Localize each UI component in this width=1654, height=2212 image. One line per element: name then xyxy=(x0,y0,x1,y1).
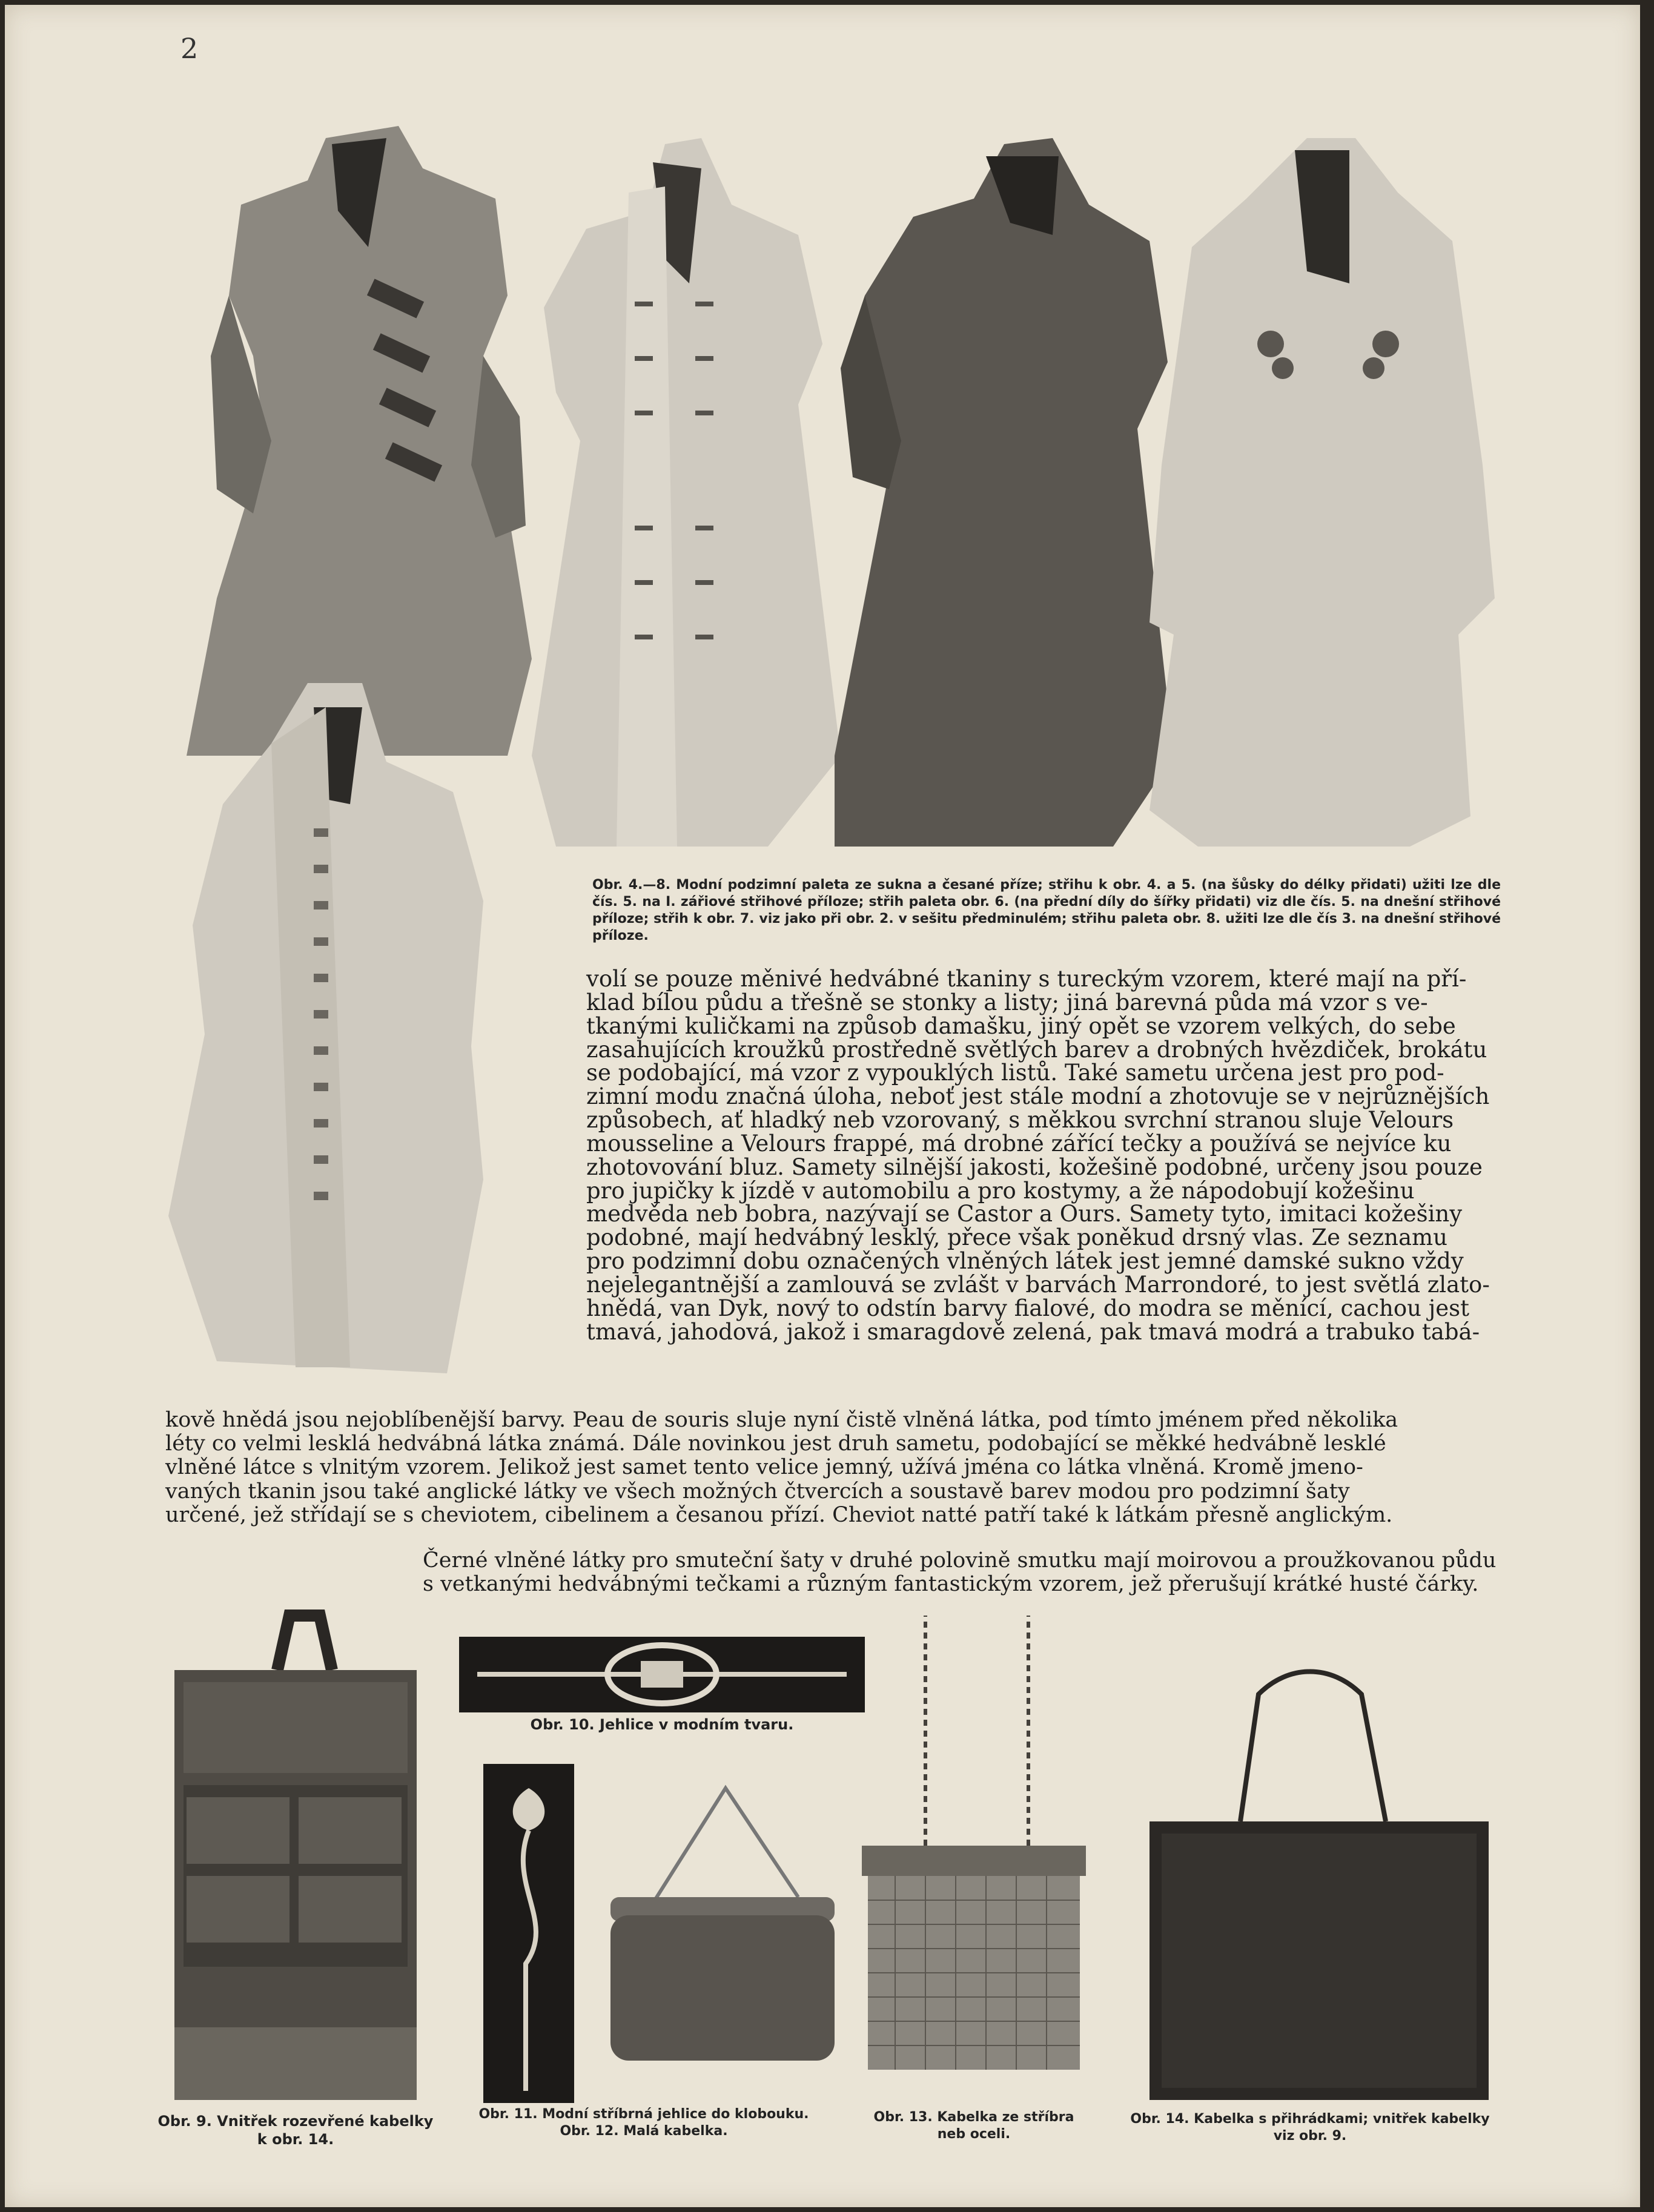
small-handbag-image xyxy=(604,1782,841,2067)
article-line: tkanými kuličkami na způsob damašku, jiný opět se vzorem velkých, do sebe xyxy=(586,1012,1456,1039)
article-line: pro jupičky k jízdě v automobilu a pro kostymy, a že nápodobují kožešinu xyxy=(586,1177,1415,1204)
article-line: pro podzimní dobu označených vlněných látek jest jemné damské sukno vždy xyxy=(586,1248,1464,1275)
coat-figure-5 xyxy=(532,138,841,847)
fig11-12-caption: Obr. 11. Modní stříbrná jehlice do klobouku. Obr. 12. Malá kabelka. xyxy=(478,2107,809,2139)
article-line: volí se pouze měnivé hedvábné tkaniny s tureckým vzorem, které mají na pří- xyxy=(586,966,1467,992)
article-line: způsobech, ať hladký neb vzorovaný, s měkkou svrchní stranou sluje Velours xyxy=(586,1107,1454,1134)
page-number: 2 xyxy=(180,32,199,65)
article-line: určené, jež střídají se s cheviotem, cibelinem a česanou přízí. Cheviot natté patří také k látkám přesně anglickým. xyxy=(165,1502,1393,1527)
mesh-bag-image xyxy=(853,1609,1095,2094)
article-line: zhotovování bluz. Samety silnější jakosti, kožešině podobné, určeny jsou pouze xyxy=(586,1154,1483,1180)
article-line: se podobající, má vzor z vypouklých listů. Také sametu určena jest pro pod- xyxy=(586,1060,1444,1086)
bag-interior-image xyxy=(168,1603,423,2106)
article-line: vlněné látce s vlnitým vzorem. Jelikož jest samet tento velice jemný, užívá jména co látka vlněná. Kromě jmeno- xyxy=(165,1455,1363,1480)
article-line: hnědá, van Dyk, nový to odstín barvy fialové, do modra se měnící, cachou jest xyxy=(586,1295,1469,1321)
large-bag-image xyxy=(1143,1658,1495,2106)
article-line: nejelegantnější a zamlouvá se zvlášt v barvách Marrondoré, to jest světlá zlato- xyxy=(586,1271,1490,1298)
fig14-caption: Obr. 14. Kabelka s přihrádkami; vnitřek kabelky viz obr. 9. xyxy=(1130,2111,1490,2144)
article-line: kově hnědá jsou nejoblíbenější barvy. Peau de souris sluje nyní čistě vlněná látka, pod tímto jménem před několika xyxy=(165,1408,1398,1432)
article-line: zimní modu značná úloha, neboť jest stále modní a zhotovuje se v nejrůznějších xyxy=(586,1083,1490,1110)
article-line: zasahujících kroužků prostředně světlých barev a drobných hvězdiček, brokátu xyxy=(586,1036,1487,1063)
article-line: léty co velmi lesklá hedvábná látka známá. Dále novinkou jest druh sametu, podobající se měkké hedvábně lesklé xyxy=(165,1431,1386,1456)
fig13-caption: Obr. 13. Kabelka ze stříbra neb oceli. xyxy=(873,2110,1074,2142)
article-line: Černé vlněné látky pro smuteční šaty v druhé polovině smutku mají moirovou a proužkovanou půdu xyxy=(423,1548,1497,1573)
article-full-width xyxy=(165,1408,1504,1527)
article-final xyxy=(423,1549,1501,1596)
pin-image xyxy=(459,1637,865,1712)
coat-figure-6 xyxy=(835,138,1174,847)
article-line: vaných tkanin jsou také anglické látky ve všech možných čtvercích a soustavě barev modou pro podzimní šaty xyxy=(165,1479,1350,1504)
coats-caption: Obr. 4.—8. Modní podzimní paleta ze sukna a česané příze; střihu k obr. 4. a 5. (na šůsky do délky přidati) užiti lze dle čís. 5. na I. zářiové střihové příloze; střih paleta obr. 6. (na přední díly do šířky přidati) viz dle čís. 5. na dnešní střihové příloze; střih k obr. 7. viz jako při obr. 2. v sešitu předminulém; střihu paleta obr. 8. užiti lze dle čís 3. na dnešní střihové příloze. xyxy=(592,877,1501,944)
article-line: medvěda neb bobra, nazývají se Castor a Ours. Samety tyto, imitaci kožešiny xyxy=(586,1201,1463,1227)
article-line: podobné, mají hedvábný lesklý, přece však poněkud drsný vlas. Ze seznamu xyxy=(586,1224,1447,1251)
article-line: tmavá, jahodová, jakož i smaragdově zelená, pak tmavá modrá a trabuko tabá- xyxy=(586,1318,1480,1345)
document-page xyxy=(5,5,1640,2207)
coat-figure-8 xyxy=(168,683,483,1373)
coat-figure-7 xyxy=(1150,138,1495,847)
article-column xyxy=(586,968,1495,1344)
fig9-caption: Obr. 9. Vnitřek rozevřené kabelky k obr. 14. xyxy=(157,2113,434,2148)
article-line: s vetkanými hedvábnými tečkami a různým fantastickým vzorem, jež přerušují krátké husté čárky. xyxy=(423,1572,1479,1597)
fig10-caption: Obr. 10. Jehlice v modním tvaru. xyxy=(530,1716,794,1733)
article-line: klad bílou půdu a třešně se stonky a listy; jiná barevná půda má vzor s ve- xyxy=(586,989,1428,1015)
hatpin-image xyxy=(483,1764,574,2103)
coat-figure-4 xyxy=(187,126,532,756)
article-line: mousseline a Velours frappé, má drobné zářící tečky a používá se nejvíce ku xyxy=(586,1130,1452,1157)
